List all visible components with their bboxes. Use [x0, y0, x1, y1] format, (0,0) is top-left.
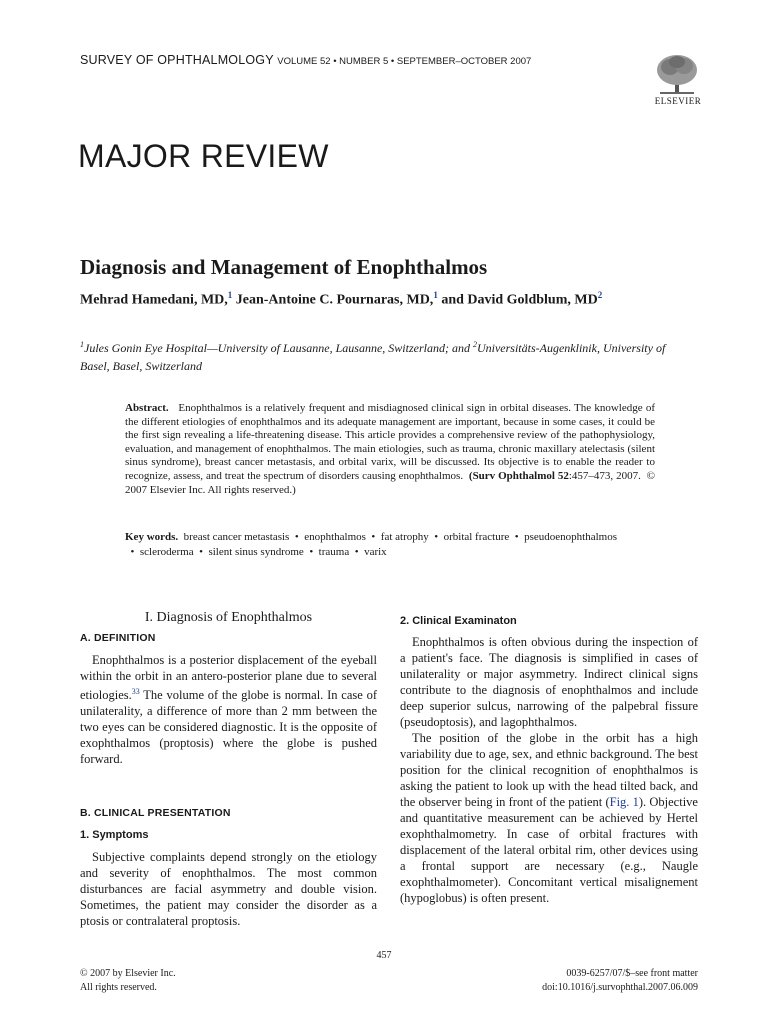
abstract-label: Abstract. — [125, 402, 169, 414]
figure-link[interactable]: Fig. 1 — [609, 795, 639, 809]
journal-header — [80, 53, 531, 67]
affiliation-text: Jules Gonin Eye Hospital—University of Lausanne, Lausanne, Switzerland; and — [84, 341, 473, 355]
author-list — [80, 290, 602, 309]
paragraph — [80, 652, 377, 767]
journal-issue: VOLUME 52 • NUMBER 5 • SEPTEMBER–OCTOBER 2007 — [277, 56, 532, 67]
reference-link[interactable]: 33 — [131, 687, 140, 696]
keywords — [125, 530, 665, 560]
keyword: scleroderma — [139, 546, 194, 558]
author-name: Jean-Antoine C. Pournaras, MD, — [235, 292, 434, 308]
keyword: breast cancer metastasis — [183, 531, 290, 543]
paragraph-text: ). Objective and quantitative measurement can be achieved by Hertel exophthalmometry. In case of orbital fractures with displacement of the lateral orbital rim, other devices using a frontal support are necessary (e.g., Naugle exophthalmometer). Concomitant vertical misalignement (hypoglobus) is often present. — [400, 795, 698, 905]
keyword: trauma — [318, 546, 350, 558]
affiliation-marker: 1 — [433, 290, 438, 300]
keyword: varix — [364, 546, 387, 558]
abstract-text: Enophthalmos is a relatively frequent and misdiagnosed clinical sign in orbital diseases. The knowledge of the different etiologies of enophthalmos and its adequate management are important, because in some cases, it could be the first sign revealing a life-threatening disease. This article provides a comprehensive review of the pathophysiology, evaluation, and management of enophthalmos. The main etiologies, such as trauma, chronic maxillary atelectasis (silent sinus syndrome), breast cancer metastasis, and orbital varix, will be discussed. Its objective is to enable the reader to recognize, assess, and treat the spectrum of disorders causing enophthalmos. — [125, 402, 655, 482]
paragraph — [400, 730, 698, 906]
affiliation-marker: 1 — [227, 290, 233, 300]
affiliation-marker: 2 — [472, 340, 477, 349]
publisher-logo-text: ELSEVIER — [654, 96, 702, 106]
keyword-separator: • — [509, 531, 525, 543]
right-column — [400, 613, 698, 906]
keyword-separator: • — [428, 531, 444, 543]
paragraph-text: Enophthalmos is a posterior displacement of the eyeball within the orbit in an antero-posterior plane due to several etiologies. — [80, 653, 377, 703]
footer-identifiers — [460, 967, 698, 995]
paragraph-text: The volume of the globe is normal. In case of unilaterality, a difference of more than 2 mm between the two eyes can be considered diagnostic. It is the opposite of exophthalmos (proptosis) where the globe is pushed forward. — [80, 688, 377, 767]
keyword-separator: • — [193, 546, 209, 558]
keyword-list — [125, 531, 617, 558]
author-name: Mehrad Hamedani, MD, — [80, 292, 228, 308]
issn-line: 0039-6257/07/$–see front matter — [566, 968, 698, 979]
affiliation-marker: 2 — [597, 290, 603, 300]
doi-link[interactable]: doi:10.1016/j.survophthal.2007.06.009 — [542, 982, 698, 993]
paragraph: Enophthalmos is often obvious during the inspection of a patient's face. The diagnosis is simplified in cases of unilaterality or major asymmetry. Indirect clinical signs contribute to the diagnosis of enophthalmos and include deep superior sulcus, narrowing of the palpebral fissure (pseudoptosis), and lagophthalmos. — [400, 635, 698, 729]
subsection-heading: A. DEFINITION — [80, 632, 156, 644]
keyword: pseudoenophthalmos — [524, 531, 617, 543]
keyword: fat atrophy — [380, 531, 429, 543]
paragraph: Subjective complaints depend strongly on the etiology and severity of enophthalmos. The most common disturbances are facial asymmetry and double vision. Sometimes, the patient may consider the disorder as a ptosis or contralateral proptosis. — [80, 850, 377, 929]
keyword-separator: • — [349, 546, 365, 558]
paragraph-text: The position of the globe in the orbit has a high variability due to age, sex, and ethnic background. The best position for the clinical recognition of enophthalmos is asking the patient to look up with the head tilted back, and the observer being in front of the patient ( — [400, 731, 698, 809]
keyword-separator: • — [365, 531, 381, 543]
keyword-separator: • — [303, 546, 319, 558]
subsubsection-heading: 2. Clinical Examinaton — [400, 615, 517, 627]
affiliation-marker: 1 — [80, 340, 84, 349]
keyword: orbital fracture — [443, 531, 510, 543]
keyword: enophthalmos — [304, 531, 366, 543]
article-title: Diagnosis and Management of Enophthalmos — [80, 255, 488, 279]
copyright-line: All rights reserved. — [80, 982, 157, 993]
keyword-separator: • — [289, 531, 305, 543]
affiliation-text: Universitäts-Augenklinik, University of Basel, Basel, Switzerland — [80, 341, 666, 373]
keywords-label: Key words. — [125, 531, 179, 543]
citation-journal: (Surv Ophthalmol 52 — [468, 469, 569, 482]
page-number: 457 — [376, 950, 392, 961]
citation-pages: :457–473, 2007. — [568, 469, 641, 482]
section-heading: I. Diagnosis of Enophthalmos — [144, 610, 313, 625]
journal-name: SURVEY OF OPHTHALMOLOGY — [80, 53, 274, 67]
section-label: MAJOR REVIEW — [78, 138, 329, 174]
keyword-separator: • — [125, 546, 140, 558]
copyright-line: © 2007 by Elsevier Inc. — [80, 968, 176, 979]
subsection-heading: B. CLINICAL PRESENTATION — [80, 807, 231, 820]
author-name: and David Goldblum, MD — [441, 292, 598, 308]
abstract-copyright: © 2007 Elsevier Inc. All rights reserved.) — [125, 469, 656, 496]
left-column — [80, 610, 377, 929]
keyword: silent sinus syndrome — [208, 546, 304, 558]
affiliations — [80, 336, 680, 375]
footer-copyright — [80, 967, 176, 995]
abstract — [125, 402, 655, 497]
subsubsection-heading: 1. Symptoms — [80, 829, 149, 842]
